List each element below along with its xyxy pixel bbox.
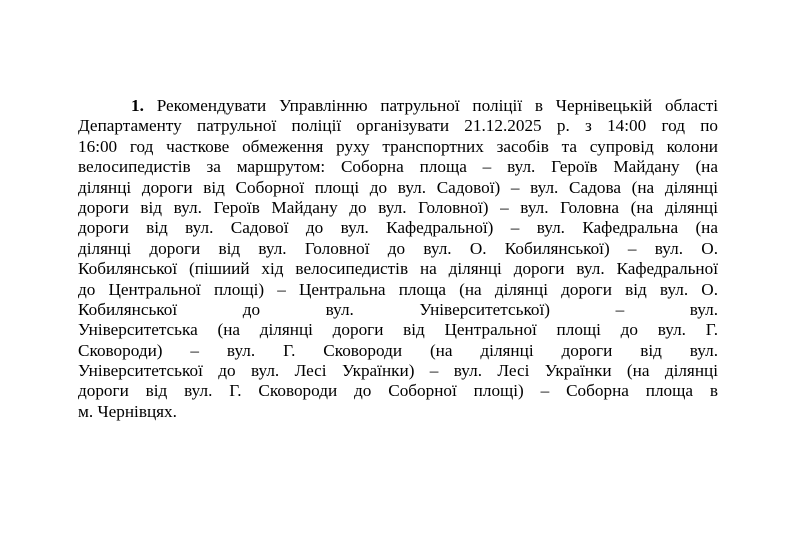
paragraph-line: Університетської до вул. Лесі Українки) – вул. Лесі Українки (на ділянці bbox=[78, 361, 718, 381]
paragraph-line: велосипедистів за маршрутом: Соборна площа – вул. Героїв Майдану (на bbox=[78, 157, 718, 177]
line-text: Рекомендувати Управлінню патрульної поліції в Чернівецькій області bbox=[156, 96, 718, 115]
paragraph-line: Сковороди) – вул. Г. Сковороди (на ділянці дороги від вул. bbox=[78, 340, 718, 360]
paragraph-line: 16:00 год часткове обмеження руху транспортних засобів та супровід колони bbox=[78, 136, 718, 156]
paragraph-line: Університетська (на ділянці дороги від Центральної площі до вул. Г. bbox=[78, 320, 718, 340]
paragraph-line: ділянці дороги від Соборної площі до вул. Садової) – вул. Садова (на ділянці bbox=[78, 177, 718, 197]
paragraph-line: дороги від вул. Садової до вул. Кафедральної) – вул. Кафедральна (на bbox=[78, 218, 718, 238]
paragraph-line bbox=[78, 96, 718, 116]
paragraph-line: м. Чернівцях. bbox=[78, 401, 177, 421]
paragraph-line: дороги від вул. Героїв Майдану до вул. Головної) – вул. Головна (на ділянці bbox=[78, 197, 718, 217]
paragraph-line: до Центральної площі) – Центральна площа (на ділянці дороги від вул. О. bbox=[78, 279, 718, 299]
paragraph-line: Департаменту патрульної поліції організувати 21.12.2025 р. з 14:00 год по bbox=[78, 116, 718, 136]
item-number: 1. bbox=[131, 96, 144, 115]
paragraph-line: дороги від вул. Г. Сковороди до Соборної площі) – Соборна площа в bbox=[78, 381, 718, 401]
paragraph-line: Кобилянської (пішиий хід велосипедистів на ділянці дороги вул. Кафедральної bbox=[78, 259, 718, 279]
decision-paragraph bbox=[78, 96, 718, 422]
paragraph-line: ділянці дороги від вул. Головної до вул. О. Кобилянської) – вул. О. bbox=[78, 238, 718, 258]
paragraph-line: Кобилянської до вул. Університетської) – вул. bbox=[78, 299, 718, 319]
